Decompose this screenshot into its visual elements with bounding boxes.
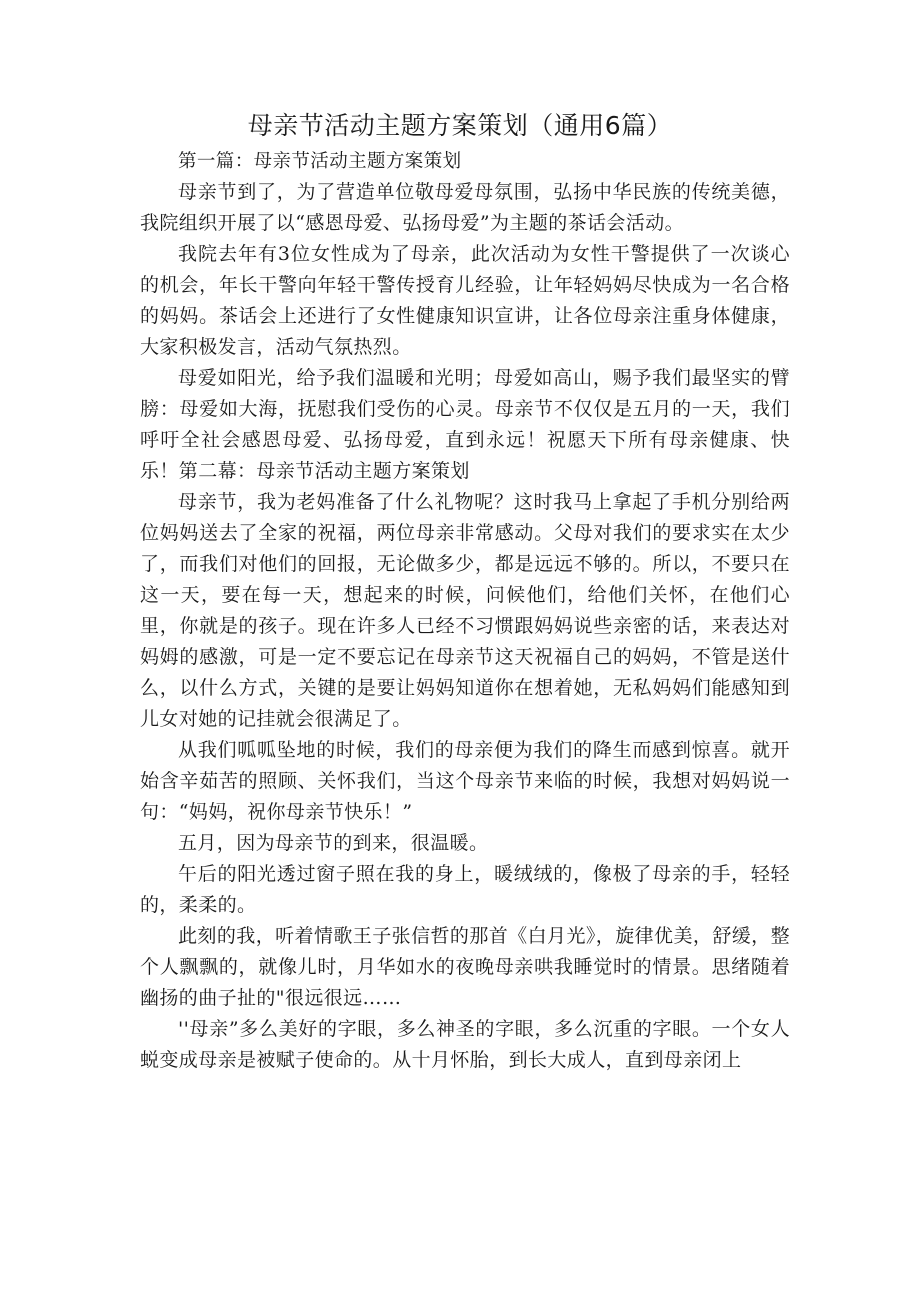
paragraph: ''母亲”多么美好的字眼，多么神圣的字眼，多么沉重的字眼。一个女人蜕变成母亲是被赋子使命的。从十月怀胎，到长大成人，直到母亲闭上 bbox=[140, 1018, 790, 1071]
section-heading-1: 第一篇：母亲节活动主题方案策划 bbox=[178, 151, 462, 172]
paragraph: 从我们呱呱坠地的时候，我们的母亲便为我们的降生而感到惊喜。就开始含辛茹苦的照顾、关怀我们，当这个母亲节来临的时候，我想对妈妈说一句：“妈妈，祝你母亲节快乐！” bbox=[140, 739, 790, 823]
paragraph: 母爱如阳光，给予我们温暖和光明；母爱如高山，赐予我们最坚实的臂膀：母爱如大海，抚慰我们受伤的心灵。母亲节不仅仅是五月的一天，我们呼吁全社会感恩母爱、弘扬母爱，直到永远！祝愿天下所有母亲健康、快乐！第二幕：母亲节活动主题方案策划 bbox=[140, 367, 790, 482]
paragraph: 此刻的我，听着情歌王子张信哲的那首《白月光》，旋律优美，舒缓，整个人飘飘的，就像儿时，月华如水的夜晚母亲哄我睡觉时的情景。思绪随着幽扬的曲子扯的"很远很远…… bbox=[140, 925, 790, 1009]
paragraph: 午后的阳光透过窗子照在我的身上，暖绒绒的，像极了母亲的手，轻轻的，柔柔的。 bbox=[140, 863, 790, 916]
document-title: 母亲节活动主题方案策划（通用6篇） bbox=[247, 111, 673, 140]
document-body bbox=[140, 146, 790, 1076]
paragraph: 母亲节，我为老妈准备了什么礼物呢？这时我马上拿起了手机分别给两位妈妈送去了全家的祝福，两位母亲非常感动。父母对我们的要求实在太少了，而我们对他们的回报，无论做多少，都是远远不够的。所以，不要只在这一天，要在每一天，想起来的时候，问候他们，给他们关怀，在他们心里，你就是的孩子。现在许多人已经不习惯跟妈妈说些亲密的话，来表达对妈姆的感激，可是一定不要忘记在母亲节这天祝福自己的妈妈，不管是送什么，以什么方式，关键的是要让妈妈知道你在想着她，无私妈妈们能感知到儿女对她的记挂就会很满足了。 bbox=[140, 491, 790, 730]
paragraph: 我院去年有3位女性成为了母亲，此次活动为女性干警提供了一次谈心的机会，年长干警向年轻干警传授育儿经验，让年轻妈妈尽快成为一名合格的妈妈。茶话会上还进行了女性健康知识宣讲，让各位母亲注重身体健康，大家积极发言，活动气氛热烈。 bbox=[140, 243, 790, 358]
paragraph: 母亲节到了，为了营造单位敬母爱母氛围，弘扬中华民族的传统美德，我院组织开展了以“感恩母爱、弘扬母爱”为主题的茶话会活动。 bbox=[140, 181, 790, 234]
paragraph: 五月，因为母亲节的到来，很温暖。 bbox=[178, 832, 489, 854]
